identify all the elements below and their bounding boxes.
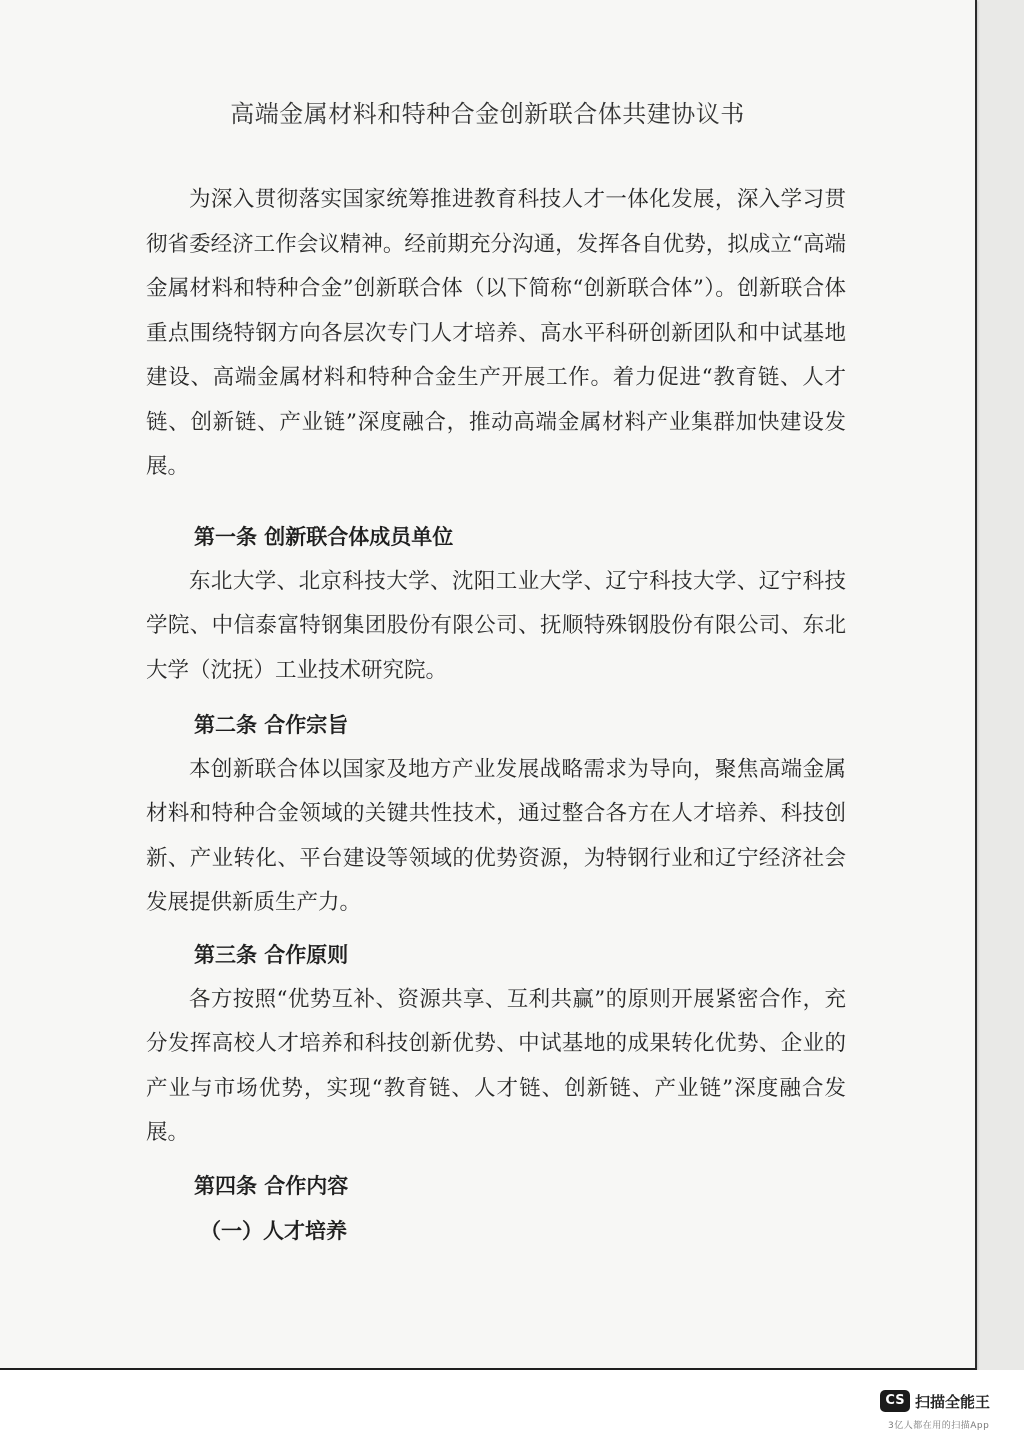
- article-2: [146, 703, 846, 926]
- document-title: 高端金属材料和特种合金创新联合体共建协议书: [230, 100, 745, 128]
- article-2-heading: 第二条 合作宗旨: [194, 713, 349, 737]
- article-4-subheading: （一）人才培养: [200, 1218, 347, 1243]
- article-3: [146, 933, 846, 1156]
- article-1-text: 东北大学、北京科技大学、沈阳工业大学、辽宁科技大学、辽宁科技学院、中信泰富特钢集团股份有限公司、抚顺特殊钢股份有限公司、东北大学（沈抚）工业技术研究院。: [146, 568, 846, 683]
- article-4-heading: 第四条 合作内容: [194, 1174, 349, 1198]
- article-1: [146, 515, 846, 693]
- camscanner-logo-icon: CS: [880, 1390, 910, 1412]
- intro-paragraph: 为深入贯彻落实国家统筹推进教育科技人才一体化发展，深入学习贯彻省委经济工作会议精神。经前期充分沟通，发挥各自优势，拟成立“高端金属材料和特种合金”创新联合体（以下简称“创新联合体”）。创新联合体重点围绕特钢方向各层次专门人才培养、高水平科研创新团队和中试基地建设、高端金属材料和特种合金生产开展工作。着力促进“教育链、人才链、创新链、产业链”深度融合，推动高端金属材料产业集群加快建设发展。: [146, 187, 846, 479]
- footer-strip: [0, 1370, 1024, 1449]
- article-2-text: 本创新联合体以国家及地方产业发展战略需求为导向，聚焦高端金属材料和特种合金领域的关键共性技术，通过整合各方在人才培养、科技创新、产业转化、平台建设等领域的优势资源，为特钢行业和辽宁经济社会发展提供新质生产力。: [146, 756, 846, 915]
- article-4: [146, 1164, 846, 1253]
- article-3-heading: 第三条 合作原则: [194, 943, 349, 967]
- watermark-tagline: 3亿人都在用的扫描App: [888, 1421, 990, 1431]
- article-1-heading: 第一条 创新联合体成员单位: [194, 525, 454, 549]
- scanner-watermark: [880, 1388, 1015, 1438]
- document-body: [146, 178, 846, 490]
- article-3-text: 各方按照“优势互补、资源共享、互利共赢”的原则开展紧密合作，充分发挥高校人才培养和科技创新优势、中试基地的成果转化优势、企业的产业与市场优势，实现“教育链、人才链、创新链、产业链”深度融合发展。: [146, 986, 846, 1145]
- watermark-app-name: 扫描全能王: [915, 1393, 991, 1411]
